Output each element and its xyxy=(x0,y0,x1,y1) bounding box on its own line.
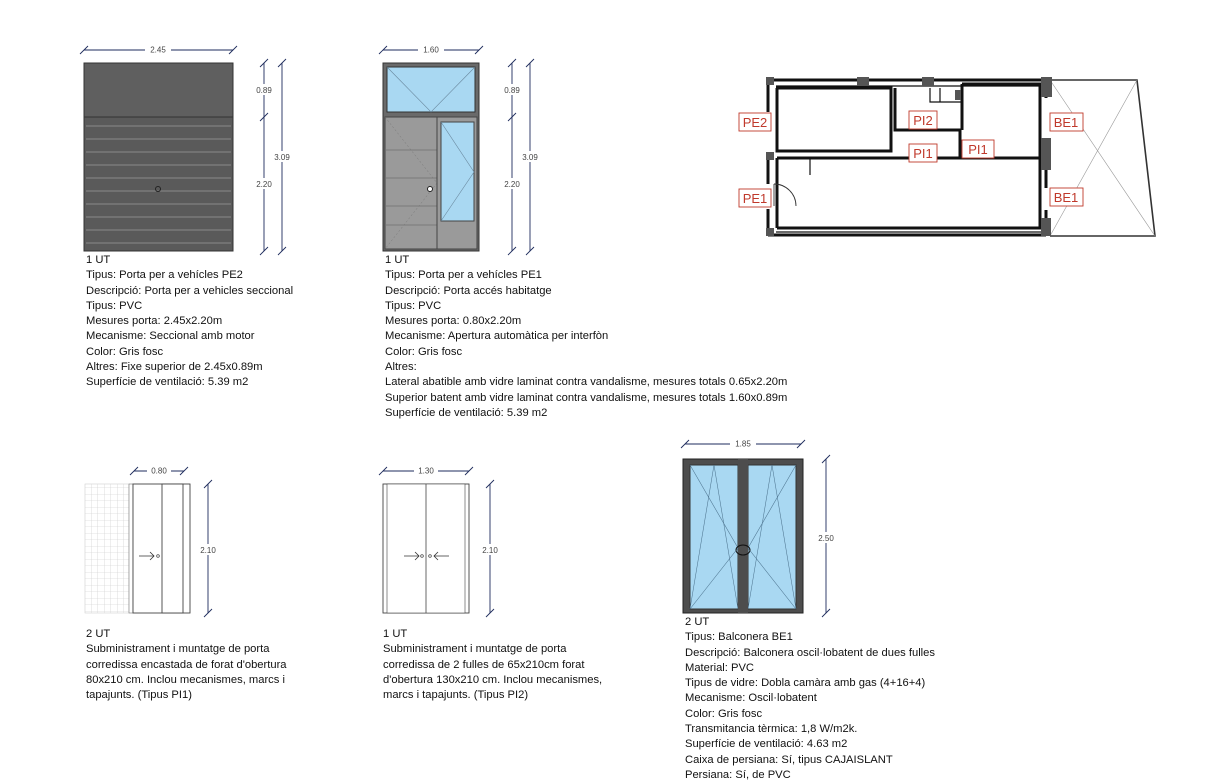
spec-line: Mesures porta: 2.45x2.20m xyxy=(86,315,223,328)
spec-line: Tipus: Balconera BE1 xyxy=(685,631,793,644)
pi2-width-label: 1.30 xyxy=(418,466,434,476)
spec-line: Superior batent amb vidre laminat contra vandalisme, mesures totals 1.60x0.89m xyxy=(385,391,788,404)
plan-tag-pi1-b xyxy=(962,140,994,158)
spec-line: Altres: xyxy=(385,361,417,374)
spec-line: Mecanisme: Seccional amb motor xyxy=(86,330,255,343)
svg-text:PI1: PI1 xyxy=(913,146,933,161)
svg-text:PI1: PI1 xyxy=(968,142,988,157)
spec-line: 2 UT xyxy=(685,616,710,628)
pi1-elevation xyxy=(85,465,218,617)
be1-spec-list xyxy=(685,615,935,783)
svg-text:BE1: BE1 xyxy=(1053,115,1079,130)
svg-text:PI2: PI2 xyxy=(913,113,933,128)
spec-line: Tipus: Porta per a vehícles PE2 xyxy=(86,269,243,282)
spec-line: Color: Gris fosc xyxy=(685,707,763,720)
spec-line: Persiana: Sí, de PVC xyxy=(685,768,791,781)
pe1-door-leaf xyxy=(385,117,437,249)
spec-line: Caixa de persiana: Sí, tipus CAJAISLANT xyxy=(685,753,893,766)
spec-line: Descripció: Balconera oscil·lobatent de dues fulles xyxy=(685,646,935,659)
spec-line: Material: PVC xyxy=(685,661,755,674)
pe1-handle-icon xyxy=(428,187,433,192)
pe2-door-body xyxy=(84,117,233,251)
be1-left-leaf-glass xyxy=(690,465,738,609)
svg-text:PE1: PE1 xyxy=(742,191,768,206)
spec-line: Tipus de vidre: Dobla camàra amb gas (4+16+4) xyxy=(685,677,926,690)
pe2-spec-list xyxy=(86,253,293,391)
spec-line: tapajunts. (Tipus PI1) xyxy=(86,689,192,702)
pe1-elevation xyxy=(379,44,540,255)
pe1-door-height-label: 2.20 xyxy=(504,180,520,189)
pi2-spec-list xyxy=(383,627,602,703)
spec-line: 80x210 cm. Inclou mecanismes, marcs i xyxy=(86,673,285,686)
spec-line: Tipus: Porta per a vehícles PE1 xyxy=(385,269,542,282)
plan-tag-pe1 xyxy=(739,189,771,207)
spec-line: Tipus: PVC xyxy=(86,299,143,312)
spec-line: Transmitancia tèrmica: 1,8 W/m2k. xyxy=(685,723,858,736)
plan-walls xyxy=(768,80,1046,235)
pe2-elevation xyxy=(80,44,292,255)
spec-line: corredissa de 2 fulles de 65x210cm forat xyxy=(383,658,585,671)
pi1-spec-list xyxy=(86,627,287,703)
spec-line: 1 UT xyxy=(86,254,111,266)
spec-line: Superfície de ventilació: 5.39 m2 xyxy=(385,406,548,419)
plan-tag-pi2 xyxy=(909,111,937,129)
spec-line: Tipus: PVC xyxy=(385,299,442,312)
pi1-width-label: 0.80 xyxy=(151,466,167,476)
be1-height-label: 2.50 xyxy=(818,534,834,543)
pi2-elevation xyxy=(379,465,500,617)
pi1-tiled-wall xyxy=(85,484,129,613)
spec-line: Descripció: Porta accés habitatge xyxy=(385,284,552,297)
spec-line: 2 UT xyxy=(86,628,111,640)
spec-line: 1 UT xyxy=(385,254,410,266)
pi2-height-label: 2.10 xyxy=(482,546,498,555)
spec-line: Superfície de ventilació: 4.63 m2 xyxy=(685,738,848,751)
pi1-height-label: 2.10 xyxy=(200,546,216,555)
pe1-top-height-label: 0.89 xyxy=(504,86,520,95)
pe1-transom-glass xyxy=(387,67,475,112)
plan-tag-pi1-a xyxy=(909,144,937,162)
spec-line: Subministrament i muntatge de porta xyxy=(383,643,567,656)
pe2-total-height-label: 3.09 xyxy=(274,153,290,162)
spec-line: d'obertura 130x210 cm. Inclou mecanismes, xyxy=(383,673,603,686)
pe2-width-label: 2.45 xyxy=(150,45,166,55)
pe1-side-glass xyxy=(441,122,474,221)
be1-width-label: 1.85 xyxy=(735,439,751,449)
spec-line: corredissa encastada de forat d'obertura xyxy=(86,658,287,671)
spec-line: Color: Gris fosc xyxy=(86,345,164,358)
pe2-top-height-label: 0.89 xyxy=(256,86,272,95)
spec-line: Superfície de ventilació: 5.39 m2 xyxy=(86,376,249,389)
floor-plan xyxy=(739,77,1155,236)
pe2-fixed-upper-panel xyxy=(84,63,233,117)
plan-tag-be1-b xyxy=(1050,188,1083,206)
pe2-door-height-label: 2.20 xyxy=(256,180,272,189)
pe1-spec-list xyxy=(385,253,787,421)
svg-text:PE2: PE2 xyxy=(742,115,768,130)
pe1-total-height-label: 3.09 xyxy=(522,153,538,162)
spec-line: Mecanisme: Apertura automàtica per interfòn xyxy=(385,330,609,343)
spec-line: 1 UT xyxy=(383,628,408,640)
be1-elevation xyxy=(681,438,836,617)
plan-tag-pe2 xyxy=(739,113,771,131)
spec-line: Altres: Fixe superior de 2.45x0.89m xyxy=(86,361,263,374)
spec-line: Mesures porta: 0.80x2.20m xyxy=(385,315,522,328)
spec-line: Lateral abatible amb vidre laminat contra vandalisme, mesures totals 0.65x2.20m xyxy=(385,376,788,389)
spec-line: Mecanisme: Oscil·lobatent xyxy=(685,692,817,705)
be1-right-leaf-glass xyxy=(748,465,796,609)
spec-line: Subministrament i muntatge de porta xyxy=(86,643,270,656)
spec-line: marcs i tapajunts. (Tipus PI2) xyxy=(383,689,529,702)
spec-line: Descripció: Porta per a vehicles seccional xyxy=(86,284,294,297)
svg-text:BE1: BE1 xyxy=(1053,190,1079,205)
pe1-width-label: 1.60 xyxy=(423,45,439,55)
spec-line: Color: Gris fosc xyxy=(385,345,463,358)
plan-tag-be1-a xyxy=(1050,113,1083,131)
